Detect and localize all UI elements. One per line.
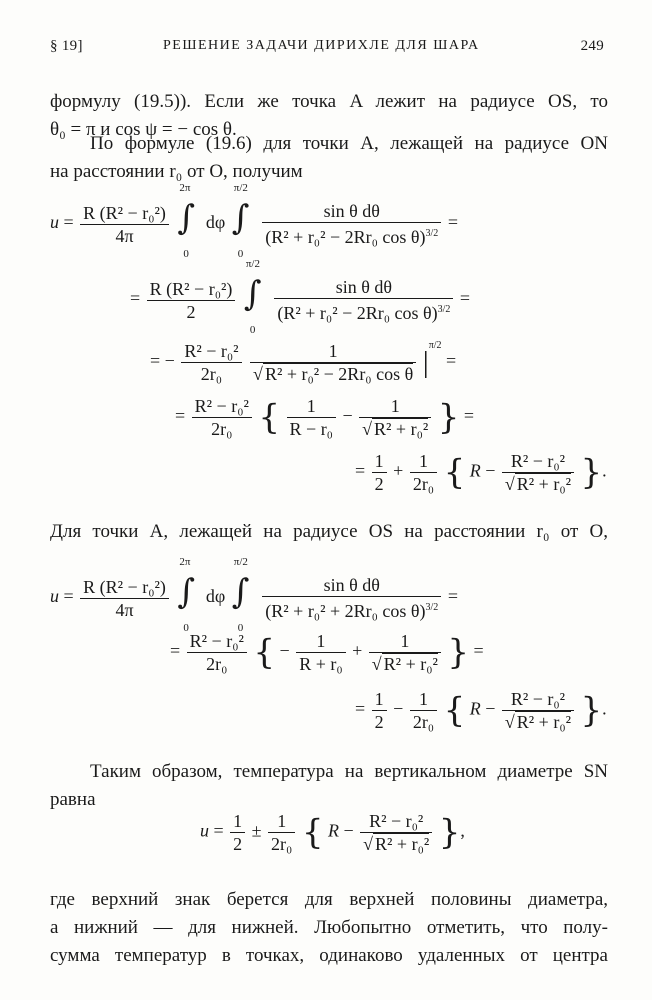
fraction: $\frac{1}{\text{R + r₀}}$	[296, 630, 345, 675]
equals-sign: =	[447, 212, 458, 233]
text-line: где верхний знак берется для верхней половины диаметра,	[50, 889, 608, 910]
variable-u: u	[50, 212, 59, 233]
equals-sign: =	[463, 405, 475, 426]
dphi: dφ	[205, 212, 226, 233]
integrand: $\frac{\text{sin θ dθ}}{(R^2 + r_0^2 + 2Rr_0 \cos \theta)^{3/2}}$	[262, 574, 441, 622]
fraction: $\frac{1}{2}$	[230, 810, 245, 855]
integral-sign: π/2 ∫ 0	[231, 556, 250, 634]
plus-sign: +	[352, 640, 363, 661]
left-brace: {	[443, 690, 466, 731]
equation-line-1	[50, 182, 458, 260]
text-line: Таким образом, температура на вертикальном диаметре SN	[90, 761, 608, 782]
page-number: 249	[580, 38, 604, 54]
fraction: $\frac{1}{\text{√ R² + r₀²}}$	[369, 630, 441, 675]
left-brace: {	[253, 632, 276, 673]
equation-line-7: = $\frac{\text{R² − r₀²}}{\text{2r₀}}$ { − $\frac{1}{\text{R + r₀}}$ + $\frac{1}{\text{√ R² + r₀²}}$ } =	[170, 631, 484, 674]
text-line: θ₀ = π и cos ψ = − cos θ.	[50, 119, 237, 140]
plus-sign: +	[393, 460, 404, 481]
equals-sign: =	[130, 288, 141, 309]
fraction: $\frac{\text{R (R² − r₀²)}}{4\pi}$	[80, 202, 169, 247]
integral-sign: 2π ∫ 0	[177, 182, 196, 260]
equals-sign: =	[355, 460, 366, 481]
right-brace: }	[437, 397, 460, 438]
minus-sign: −	[485, 698, 496, 719]
equals-minus: = −	[150, 350, 175, 371]
plus-minus-sign: ±	[251, 820, 262, 841]
fraction: $\frac{\text{R² − r₀²}}{\text{√ R² + r₀²}}$	[360, 810, 432, 855]
equation-line-4	[175, 395, 474, 440]
left-brace: {	[443, 452, 466, 493]
equation-line-6: u = $\frac{\text{R (R² − r₀²)}}{4\pi}$ 2π ∫ 0 dφ π/2 ∫ 0 $\frac{\text{sin θ dθ}}{(R^2 + r_0^2 + 2Rr_0 \cos \theta)^{3/2}}$ =	[50, 556, 458, 634]
fraction: $\frac{1}{\text{R − r₀}}$	[287, 395, 336, 440]
equation-line-3: = − $\frac{\text{R² − r₀²}}{\text{2r₀}}$ $\frac{1}{\text{√ R² + r₀² − 2Rr₀ cos θ}}$ $|^{\pi/2}$ =	[150, 340, 457, 384]
equals-sign: =	[175, 405, 186, 426]
paragraph-4	[50, 758, 608, 814]
text-line: равна	[50, 789, 96, 810]
evaluation-bar: |	[422, 345, 429, 379]
equals-sign: =	[63, 212, 74, 233]
fraction: $\frac{\text{R² − r₀²}}{\text{√ R² + r₀²}}$	[502, 450, 574, 495]
fraction: $\frac{1}{\text{2r₀}}$	[410, 450, 437, 495]
left-brace: {	[258, 397, 281, 438]
fraction: $\frac{\text{R² − r₀²}}{\text{2r₀}}$	[181, 340, 241, 385]
minus-sign: −	[279, 640, 290, 661]
fraction: $\frac{1}{\text{2r₀}}$	[268, 810, 295, 855]
integrand: $\frac{\text{sin θ dθ}}{(R^2 + r_0^2 - 2Rr_0 \cos \theta)^{3/2}}$	[262, 200, 441, 248]
equation-line-8: = $\frac{1}{2}$ − $\frac{1}{\text{2r₀}}$ { R − $\frac{\text{R² − r₀²}}{\text{√ R² + r₀²}}$ }.	[355, 689, 607, 732]
equals-sign: =	[446, 350, 457, 371]
section-number: § 19]	[50, 38, 83, 54]
equation-line-2	[130, 258, 471, 336]
minus-sign: −	[485, 460, 496, 481]
fraction: $\frac{1}{\text{√ R² + r₀² − 2Rr₀ cos θ}}$	[250, 340, 416, 385]
fraction: $\frac{\text{R (R² − r₀²)}}{2}$	[147, 278, 236, 323]
text-line: сумма температур в точках, одинаково удаленных от центра	[50, 945, 608, 966]
integral-sign: π/2 ∫ 0	[243, 258, 262, 336]
fraction: $\frac{1}{\text{2r₀}}$	[410, 688, 437, 733]
equation-line-5: = $\frac{1}{2}$ + $\frac{1}{\text{2r₀}}$ { R − $\frac{\text{R² − r₀²}}{\text{√ R² + r₀²}}$ }.	[355, 451, 607, 494]
running-title: РЕШЕНИЕ ЗАДАЧИ ДИРИХЛЕ ДЛЯ ШАРА	[163, 38, 480, 53]
left-brace: {	[301, 812, 324, 853]
integral-sign: 2π ∫ 0	[177, 556, 196, 634]
fraction: $\frac{\text{R² − r₀²}}{\text{2r₀}}$	[192, 395, 252, 440]
right-brace: }	[580, 452, 603, 493]
fraction: $\frac{\text{R (R² − r₀²)}}{4\pi}$	[80, 576, 169, 621]
minus-sign: −	[343, 820, 354, 841]
text-line: на расстоянии r₀ от O, получим	[50, 161, 303, 182]
equation-line-9: u = $\frac{1}{2}$ ± $\frac{1}{\text{2r₀}}$ { R − $\frac{\text{R² − r₀²}}{\text{√ R² + r₀²}}$ },	[200, 811, 465, 854]
right-brace: }	[447, 632, 470, 673]
text-line: Для точки A, лежащей на радиусе OS на расстоянии r₀ от O,	[50, 521, 608, 542]
minus-sign: −	[342, 405, 353, 426]
fraction: $\frac{\text{R² − r₀²}}{\text{√ R² + r₀²}}$	[502, 688, 574, 733]
text-line: а нижний — для нижней. Любопытно отметить, что полу-	[50, 917, 608, 938]
paragraph-2	[50, 130, 608, 186]
equals-sign: =	[459, 288, 471, 309]
text-line: По формуле (19.6) для точки A, лежащей на радиусе ON	[90, 133, 608, 154]
right-brace: }	[580, 690, 603, 731]
fraction: $\frac{1}{2}$	[372, 450, 387, 495]
fraction: $\frac{1}{2}$	[372, 688, 387, 733]
paragraph-3	[50, 518, 608, 546]
integrand: $\frac{\text{sin θ dθ}}{(R^2 + r_0^2 - 2Rr_0 \cos \theta)^{3/2}}$	[274, 276, 453, 324]
fraction: $\frac{1}{\text{√ R² + r₀²}}$	[359, 395, 431, 440]
minus-sign: −	[393, 698, 404, 719]
integral-sign: π/2 ∫ 0	[231, 182, 250, 260]
text-line: формулу (19.5)). Если же точка A лежит на радиусе OS, то	[50, 91, 608, 112]
fraction: $\frac{\text{R² − r₀²}}{\text{2r₀}}$	[187, 630, 247, 675]
right-brace: }	[438, 812, 461, 853]
paragraph-5	[50, 886, 608, 970]
